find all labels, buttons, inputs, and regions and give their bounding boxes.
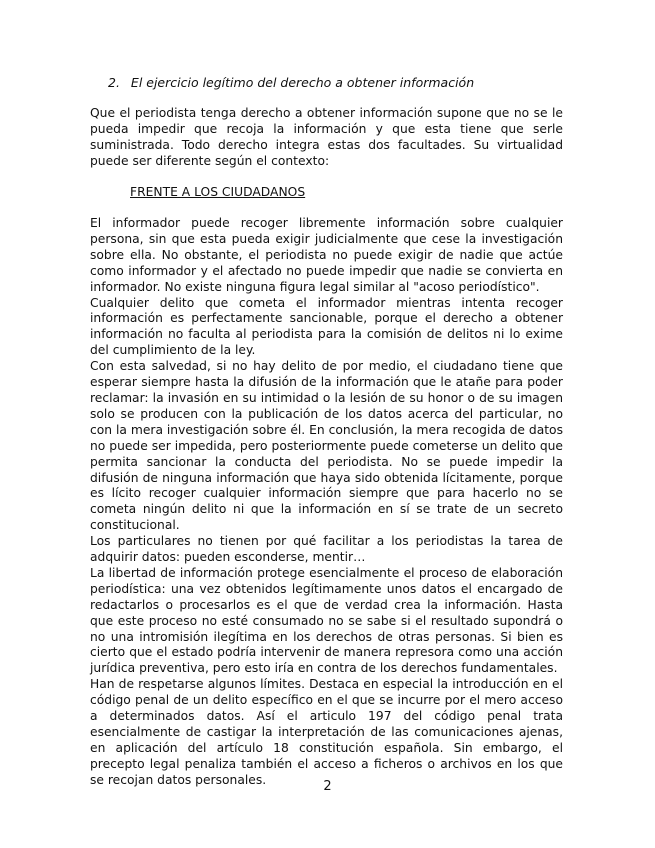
body-text	[90, 216, 563, 789]
section-title: El ejercicio legítimo del derecho a obtener información	[130, 75, 475, 90]
paragraph: La libertad de información protege esencialmente el proceso de elaboración periodística: una vez obtenidos legítimamente unos datos el encargado de redactarlos o procesarlos es el que de verdad crea la información. Hasta que este proceso no esté consumado no se sabe si el resultado supondrá o no una intromisión ilegítima en los derechos de otras personas. Si bien es cierto que el estado podría intervenir de manera represora como una acción jurídica preventiva, pero esto iría en contra de los derechos fundamentales.	[90, 565, 563, 676]
paragraph: Cualquier delito que cometa el informador mientras intenta recoger información es perfectamente sancionable, porque el derecho a obtener información no faculta al periodista para la comisión de delitos ni lo exime del cumplimiento de la ley.	[90, 295, 563, 358]
paragraph: Los particulares no tienen por qué facilitar a los periodistas la tarea de adquirir datos: pueden esconderse, mentir…	[90, 534, 563, 565]
paragraph: Han de respetarse algunos límites. Destaca en especial la introducción en el código penal de un delito específico en el que se incurre por el mero acceso a determinados datos. Así el articulo 197 del código penal trata esencialmente de castigar la interpretación de las comunicaciones ajenas, en aplicación del artículo 18 constitución española. Sin embargo, el precepto legal penaliza también el acceso a ficheros o archivos en los que se recojan datos personales.	[90, 677, 563, 787]
intro-paragraph: Que el periodista tenga derecho a obtener información supone que no se le pueda impedir que recoja la información y que esta tiene que serle suministrada. Todo derecho integra estas dos facultades. Su virtualidad puede ser diferente según el contexto:	[90, 106, 563, 168]
section-heading	[108, 75, 474, 90]
section-number: 2.	[108, 75, 120, 90]
paragraph: El informador puede recoger libremente información sobre cualquier persona, sin que esta pueda exigir judicialmente que cese la investigación sobre ella. No obstante, el periodista no puede exigir de nadie que actúe como informador y el afectado no puede impedir que nadie se convierta en informador. No existe ninguna figura legal similar al "acoso periodístico".	[90, 216, 563, 294]
subheading: FRENTE A LOS CIUDADANOS	[130, 185, 306, 199]
page-number: 2	[323, 779, 332, 794]
paragraph: Con esta salvedad, si no hay delito de por medio, el ciudadano tiene que esperar siempre hasta la difusión de la información que le atañe para poder reclamar: la invasión en su intimidad o la lesión de su honor o de su imagen solo se producen con la publicación de los datos acerca del particular, no con la mera investigación sobre él. En conclusión, la mera recogida de datos no puede ser impedida, pero posteriormente puede cometerse un delito que permita sancionar la conducta del periodista. No se puede impedir la difusión de ninguna información que haya sido obtenida lícitamente, porque es lícito recoger cualquier información siempre que para hacerlo no se cometa ningún delito ni que la información en sí se trate de un secreto constitucional.	[90, 359, 563, 533]
